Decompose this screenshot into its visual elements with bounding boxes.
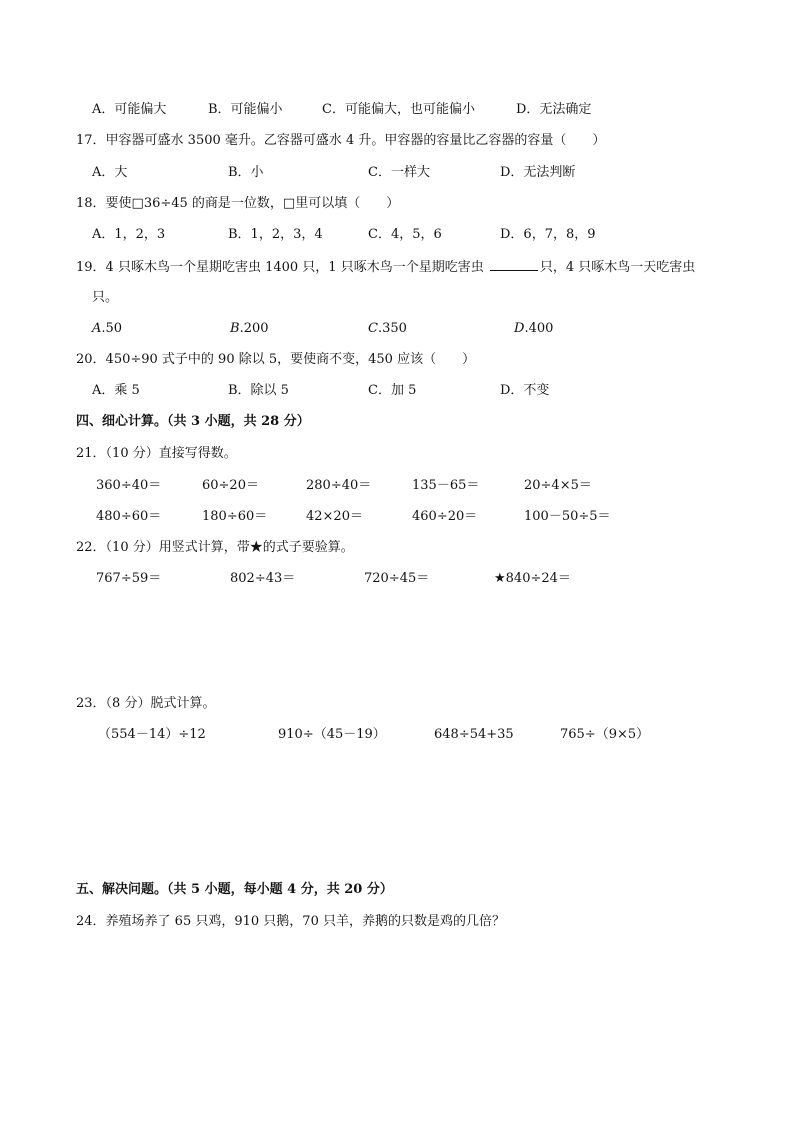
q17-stem: 17．甲容器可盛水 3500 毫升。乙容器可盛水 4 升。甲容器的容量比乙容器的容量（ ）: [76, 133, 606, 148]
q19-option-b-value: .200: [239, 321, 269, 336]
q18-stem: 18．要使□36÷45 的商是一位数，□里可以填（ ）: [76, 196, 400, 211]
q18-option-b: B．1，2，3，4: [228, 227, 323, 242]
q19-stem-line2: 只。: [92, 290, 119, 305]
q22-item: 802÷43＝: [230, 571, 296, 586]
q22-stem: 22．（10 分）用竖式计算，带★的式子要验算。: [76, 540, 354, 555]
q22-item: 720÷45＝: [364, 571, 430, 586]
q19-option-b: [230, 320, 269, 338]
q17-option-a: A．大: [92, 165, 128, 180]
q18-option-c: C．4，5，6: [368, 227, 442, 242]
q21-item: 100－50÷5＝: [524, 509, 611, 524]
q21-item: 42×20＝: [306, 509, 363, 524]
q20-option-b: B．除以 5: [228, 383, 289, 398]
q21-item: 480÷60＝: [96, 509, 162, 524]
q19-option-a-letter: A: [92, 321, 102, 336]
q24-stem: 24．养殖场养了 65 只鸡，910 只鹅，70 只羊，养鹅的只数是鸡的几倍？: [76, 914, 505, 929]
q16-option-b: B．可能偏小: [208, 102, 283, 117]
q19-stem-part-a: 19．4 只啄木鸟一个星期吃害虫 1400 只，1 只啄木鸟一个星期吃害虫: [76, 260, 484, 275]
q21-item: 135－65＝: [412, 478, 480, 493]
section-5-heading: 五、解决问题。（共 5 小题，每小题 4 分，共 20 分）: [76, 882, 393, 897]
q23-item: 765÷（9×5）: [560, 727, 650, 742]
q19-option-d-value: .400: [524, 321, 554, 336]
q21-item: 280÷40＝: [306, 478, 372, 493]
section-4-heading: 四、细心计算。（共 3 小题，共 28 分）: [76, 414, 310, 429]
q23-stem: 23．（8 分）脱式计算。: [76, 696, 216, 711]
q18-option-d: D．6，7，8，9: [500, 227, 596, 242]
q21-stem: 21．（10 分）直接写得数。: [76, 446, 237, 461]
q20-option-d: D．不变: [500, 383, 550, 398]
q16-option-c: C．可能偏大，也可能偏小: [322, 102, 475, 117]
q21-item: 60÷20＝: [202, 478, 259, 493]
q19-answer-blank[interactable]: [490, 258, 538, 271]
q21-item: 20÷4×5＝: [524, 478, 592, 493]
q19-option-c-value: .350: [377, 321, 407, 336]
q23-item: 648÷54+35: [434, 727, 514, 742]
q19-option-b-letter: B: [230, 321, 240, 336]
q20-stem: 20．450÷90 式子中的 90 除以 5，要使商不变，450 应该（ ）: [76, 352, 476, 367]
q17-option-d: D．无法判断: [500, 165, 576, 180]
q19-option-c-letter: C: [368, 321, 378, 336]
q21-item: 180÷60＝: [202, 509, 268, 524]
q20-option-a: A．乘 5: [92, 383, 140, 398]
q17-option-c: C．一样大: [368, 165, 430, 180]
q18-option-a: A．1，2，3: [92, 227, 166, 242]
q23-item: 910÷（45－19）: [278, 727, 386, 742]
q19-option-a: [92, 320, 122, 338]
q23-item: （554－14）÷12: [98, 727, 206, 742]
q22-item-starred: ★840÷24＝: [494, 571, 571, 586]
q19-option-a-value: .50: [101, 321, 123, 336]
q16-option-d: D．无法确定: [516, 102, 592, 117]
q21-item: 460÷20＝: [412, 509, 478, 524]
q20-option-c: C．加 5: [368, 383, 417, 398]
q19-option-d: [514, 320, 553, 338]
q22-item: 767÷59＝: [96, 571, 162, 586]
q19-stem-line1: [76, 258, 695, 277]
q16-option-a: A．可能偏大: [92, 102, 167, 117]
q19-option-d-letter: D: [514, 321, 525, 336]
q19-option-c: [368, 320, 407, 338]
q17-option-b: B．小: [228, 165, 264, 180]
q19-stem-part-b: 只，4 只啄木鸟一天吃害虫: [539, 260, 696, 275]
q21-item: 360÷40＝: [96, 478, 162, 493]
